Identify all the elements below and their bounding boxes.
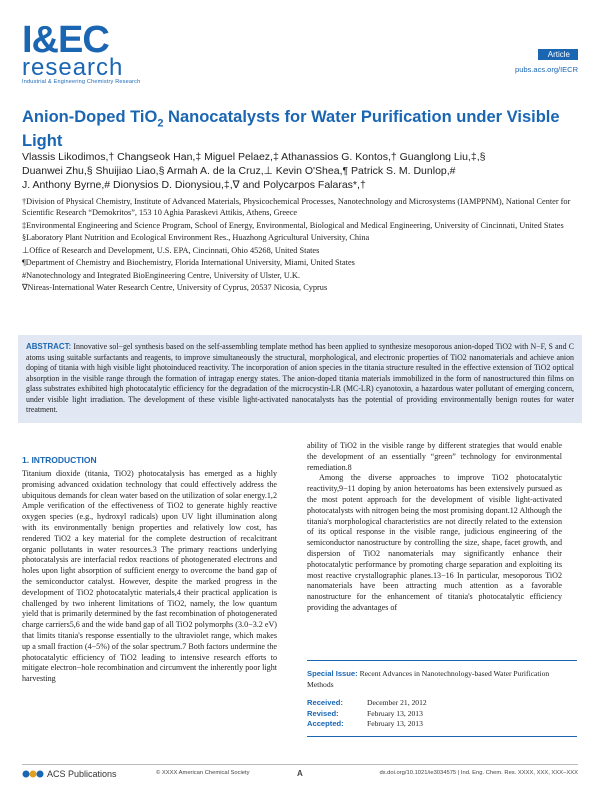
copyright-notice: © XXXX American Chemical Society	[156, 770, 250, 776]
article-type-badge: Article	[538, 49, 578, 60]
section-heading: 1. INTRODUCTION	[22, 455, 97, 465]
dates-table	[307, 698, 431, 730]
date-row	[307, 719, 431, 730]
left-column	[22, 469, 277, 685]
affiliation: §Laboratory Plant Nutrition and Ecological Environment Res., Huazhong Agricultural University, China	[22, 233, 370, 242]
abstract-label: ABSTRACT:	[26, 342, 72, 351]
date-row	[307, 698, 431, 709]
special-issue-note	[307, 669, 577, 690]
author-line: Vlassis Likodimos,† Changseok Han,‡ Miguel Pelaez,‡ Athanassios G. Kontos,† Guanglong Liu,‡,§	[22, 151, 486, 163]
special-issue-label: Special Issue:	[307, 669, 358, 678]
affiliation: #Nanotechnology and Integrated BioEngineering Centre, University of Ulster, U.K.	[22, 270, 301, 280]
body-paragraph: Titanium dioxide (titania, TiO2) photocatalysis has emerged as a highly promising advanced oxidation technology that could effectively address the ubiquitous demands for clean water based on the utilization of solar energy.1,2 Ample verification of the effectiveness of TiO2 to generate highly reactive oxygen species (e.g., hydroxyl radicals) upon UV light illumination along with its environmentally benign properties and relatively low cost, has rendered TiO2 a key material for the complete destruction of recalcitrant organic pollutants in water resources.3 The primary reactions underlying photocatalysis are interfacial redox reactions of photogenerated electrons and holes upon light absorption of sufficient energy to overcome the band gap of the semiconductor catalyst. However, despite the marked progress in the development of TiO2 photocatalytic materials,4 their practical application is challenged by two inherent limitations of TiO2, namely, the low quantum yield that is primarily determined by the fast recombination of photogenerated charge carriers5,6 and the wide band gap of all TiO2 polymorphs (3.0−3.2 eV) that limits titania's response essentially to the ultraviolet range, which makes up a small fraction (4−5%) of the solar spectrum.7 Both factors undermine the photocatalytic efficiency of TiO2 leading to intensive research efforts to mitigate electron−hole recombination and circumvent the inherently poor light harvesting	[22, 469, 277, 684]
date-value: February 13, 2013	[367, 708, 423, 718]
article-title	[22, 108, 582, 150]
author-line: Duanwei Zhu,§ Shuijiao Liao,§ Armah A. de la Cruz,⊥ Kevin O'Shea,¶ Patrick S. M. Dunlop,#	[22, 165, 456, 177]
publisher-name: ACS Publications	[47, 769, 117, 779]
affiliation: ⊥Office of Research and Development, U.S. EPA, Cincinnati, Ohio 45268, United States	[22, 245, 320, 255]
affiliation: ‡Environmental Engineering and Science Program, School of Energy, Environmental, Biological and Medical Engineering, University of Cincinnati, United States	[22, 220, 564, 230]
logo-fullname: Industrial & Engineering Chemistry Research	[22, 79, 141, 85]
affiliation: ¶Department of Chemistry and Biochemistry, Florida International University, Miami, United States	[22, 258, 355, 267]
journal-logo	[22, 19, 141, 86]
title-subscript: 2	[157, 117, 164, 130]
page-footer	[22, 764, 578, 779]
right-column	[307, 441, 562, 614]
author-list	[22, 150, 577, 192]
body-paragraph: Among the diverse approaches to improve TiO2 photocatalytic reactivity,9−11 doping by anion heteroatoms has been extensively pursued as the most potent approach for the development of visible light-activated photocatalysts with nitrogen being the most promising dopant.12 Although the titania's morphological characteristics are not directly related to the extension of its optical response in the visible range, judicious engineering of the semiconductor nanostructure by controlling the size, shape, facet growth, and dispersion of TiO2 nanomaterials may significantly enhance their photocatalytic performance by promoting charge separation and exploiting its most reactive crystallographic planes.13−16 In particular, mesoporous TiO2 nanomaterials have been attracting much attention as a favorable nanostructure for the enhancement of titania's photocatalytic efficiency providing the advantages of	[307, 473, 562, 612]
date-row	[307, 709, 431, 720]
date-label: Received:	[307, 698, 343, 707]
date-value: February 13, 2013	[367, 719, 423, 728]
acs-logo-icon	[22, 769, 44, 779]
doi-link[interactable]: dx.doi.org/10.1021/ie3034575 | Ind. Eng. Chem. Res. XXXX, XXX, XXX−XXX	[379, 770, 578, 776]
logo-research: research	[22, 54, 124, 81]
date-label: Accepted:	[307, 719, 344, 728]
affiliation: ∇Nireas-International Water Research Centre, University of Cyprus, 20537 Nicosia, Cyprus	[22, 283, 328, 292]
journal-url-link[interactable]: pubs.acs.org/IECR	[515, 65, 578, 74]
special-issue-text: Recent Advances in Nanotechnology-based Water Purification Methods	[307, 669, 550, 689]
date-label: Revised:	[307, 708, 339, 718]
author-line: J. Anthony Byrne,# Dionysios D. Dionysiou,‡,∇ and Polycarpos Falaras*,†	[22, 179, 366, 191]
affiliation-list	[22, 196, 582, 295]
abstract-text: Innovative sol−gel synthesis based on the self-assembling template method has been applied to synthesize mesoporous anion-doped TiO2 with N−F, S and C atoms using suitable surfactants and reagents, to improve simultaneously the structural, morphological, and electronic properties of TiO2 nanomaterials and achieve anion doping of titania with high visible light photoinduced reactivity. The incorporation of anion species in the titania structure resulted in the effective extension of TiO2 optical absorption in the visible range through the formation of intragap energy states. The anion-doped titania materials immobilized in the form of nanostructured thin films on glass substrates exhibited high photocatalytic efficiency for the degradation of the microcystin-LR (MC-LR) cyanotoxin, a hazardous water pollutant of emerging concern, under visible light irradiation. The development of these visible light-activated nanocatalysts has the potential of providing environmentally benign routes for water treatment.	[26, 342, 574, 414]
title-part1: Anion-Doped TiO	[22, 108, 158, 126]
date-value: December 21, 2012	[367, 698, 427, 707]
body-paragraph: ability of TiO2 in the visible range by different strategies that would enable the development of an essentially “green” technology for environmental remediation.8	[307, 441, 562, 472]
logo-iec: I&EC	[22, 19, 109, 61]
page-number: A	[297, 769, 303, 778]
affiliation: †Division of Physical Chemistry, Institute of Advanced Materials, Physicochemical Processes, Nanotechnology and Microsystems (IAMPPNM), National Center for Scientific Research “Demokritos”, 153 10 Aghia Paraskevi Attikis, Athens, Greece	[22, 197, 571, 217]
abstract-box	[18, 335, 582, 423]
title-part2: Nanocatalysts for Water Purification under Visible Light	[22, 108, 560, 151]
special-issue-box	[307, 660, 577, 737]
